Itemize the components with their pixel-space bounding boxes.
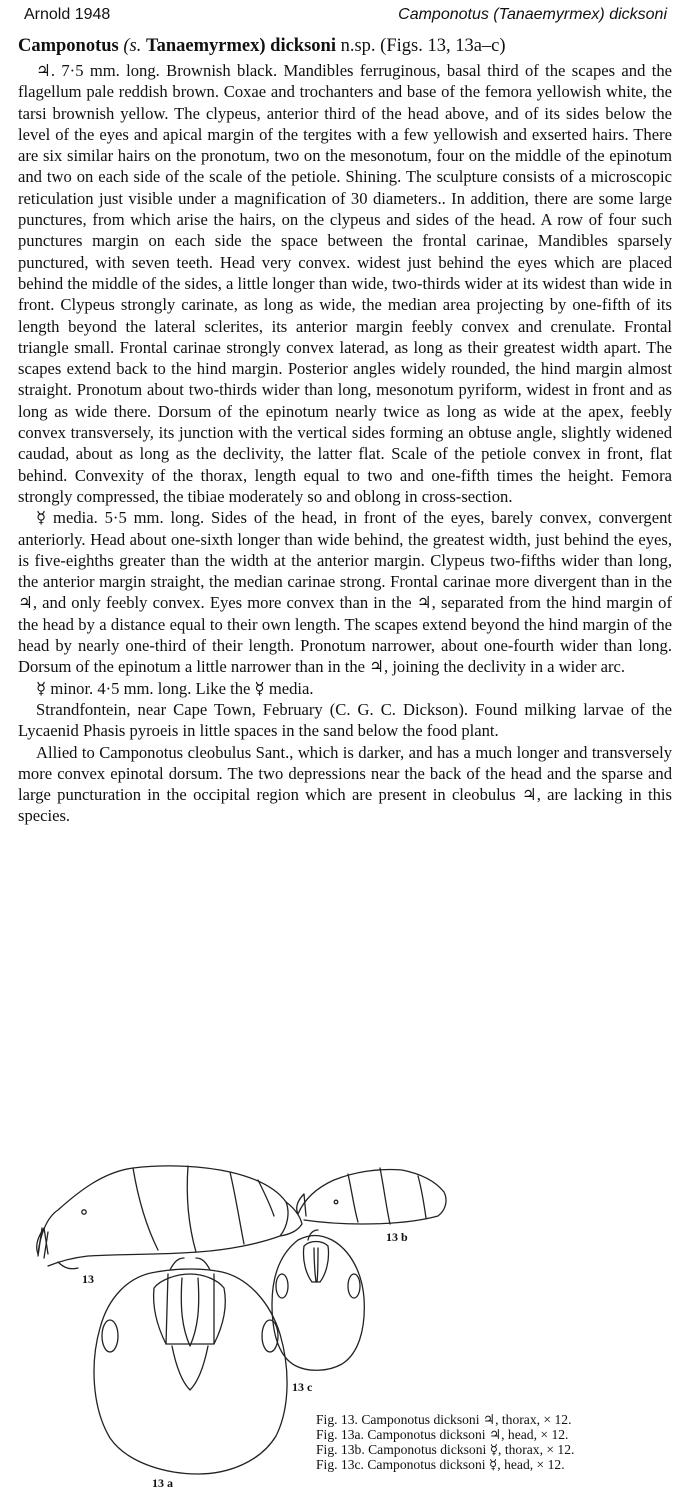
caption-fig-13b: Fig. 13b. Camponotus dicksoni ☿, thorax, × 12.: [316, 1442, 575, 1457]
label-fig-13b: 13 b: [386, 1230, 408, 1244]
header-author-year: Arnold 1948: [24, 6, 111, 23]
figure-captions: [316, 1412, 672, 1472]
paragraph-affinities: Allied to Camponotus cleobulus Sant., which is darker, and has a much longer and transversely more convex epinotal dorsum. The two depressions near the back of the head and the sparse and large puncturation in the occipital region which are present in cleobulus ♃, are lacking in this species.: [18, 742, 672, 826]
label-fig-13: 13: [82, 1272, 94, 1286]
paragraph-media-worker: ☿ media. 5·5 mm. long. Sides of the head, in front of the eyes, barely convex, convergent anteriorly. Head about one-sixth longer than wide behind, the greatest width, just behind the eyes, is five-eighths greater than the width at the anterior margin. Clypeus two-fifths wider than long, the anterior margin straight, the median carinae strong. Frontal carinae more divergent than in the ♃, and only feebly convex. Eyes more convex than in the ♃, separated from the hind margin of the head by a distance equal to their own length. The scapes extend beyond the hind margin of the head by nearly one-third of their length. Pronotum narrower, about one-fourth wider than long. Dorsum of the epinotum a little narrower than in the ♃, joining the declivity in a wider arc.: [18, 508, 672, 677]
header-species-name: Camponotus (Tanaemyrmex) dicksoni: [398, 6, 667, 23]
paragraph-minor-worker: ☿ minor. 4·5 mm. long. Like the ☿ media.: [36, 678, 314, 698]
label-fig-13c: 13 c: [292, 1380, 313, 1394]
caption-fig-13a: Fig. 13a. Camponotus dicksoni ♃, head, × 12.: [316, 1427, 569, 1442]
paragraph-major-worker: ♃. 7·5 mm. long. Brownish black. Mandibles ferruginous, basal third of the scapes and the flagellum pale reddish brown. Coxae and trochanters and base of the femora yellowish white, the tarsi brownish yellow. The clypeus, anterior third of the head above, and of its sides below the level of the eyes and apical margin of the tergites with a few yellowish and exserted hairs. There are six similar hairs on the pronotum, two on the mesonotum, four on the middle of the epinotum and two on each side of the scale of the petiole. Shining. The sculpture consists of a microscopic reticulation just visible under a magnification of 30 diameters.. In addition, there are some large punctures, from which arise the hairs, on the clypeus and sides of the head. A row of four such punctures margin on each side the space between the frontal carinae, Mandibles sparsely punctured, with seven teeth. Head very convex. widest just behind the eyes which are placed behind the middle of the sides, a little longer than wide, two-thirds wider at its widest than wide in front. Clypeus strongly carinate, as long as wide, the median area projecting by one-fifth of its length beyond the lateral sclerites, its anterior margin feebly convex and crenulate. Frontal triangle small. Frontal carinae strongly convex laterad, as long as their greatest width apart. The scapes extend back to the hind margin. Posterior angles widely rounded, the hind margin almost straight. Pronotum about two-thirds wider than long, mesonotum pyriform, widest in front and as long as wide there. Dorsum of the epinotum nearly twice as long as wide at the apex, feebly convex transversely, its junction with the vertical sides forming an obtuse angle, slightly widened caudad, about as long as the declivity, the latter flat. Scale of the petiole convex in front, flat behind. Convexity of the thorax, length equal to two and one-fifth times the height. Femora strongly compressed, the tibiae moderately so and oblong in cross-section.: [18, 61, 672, 506]
fig-13b-thorax-drawing: [297, 1168, 446, 1224]
title-subgenus: Tanaemyrmex) dicksoni: [146, 36, 336, 56]
fig-13-thorax-drawing: [37, 1166, 302, 1269]
species-title: [18, 34, 672, 58]
article-body: [18, 34, 672, 827]
label-fig-13a: 13 a: [152, 1476, 173, 1490]
caption-fig-13: Fig. 13. Camponotus dicksoni ♃, thorax, × 12.: [316, 1412, 572, 1427]
title-suffix: n.sp. (Figs. 13, 13a–c): [340, 36, 506, 56]
figure-plate: [18, 1158, 672, 1488]
fig-13a-head-drawing: [94, 1258, 287, 1474]
title-subgenus-prefix: (s.: [123, 36, 142, 56]
title-genus: Camponotus: [18, 36, 119, 56]
fig-13c-head-drawing: [272, 1230, 364, 1370]
running-header: [24, 6, 667, 28]
caption-fig-13c: Fig. 13c. Camponotus dicksoni ☿, head, × 12.: [316, 1457, 565, 1472]
paragraph-locality: Strandfontein, near Cape Town, February (C. G. C. Dickson). Found milking larvae of the Lycaenid Phasis pyroeis in little spaces in the sand below the food plant.: [18, 699, 672, 741]
